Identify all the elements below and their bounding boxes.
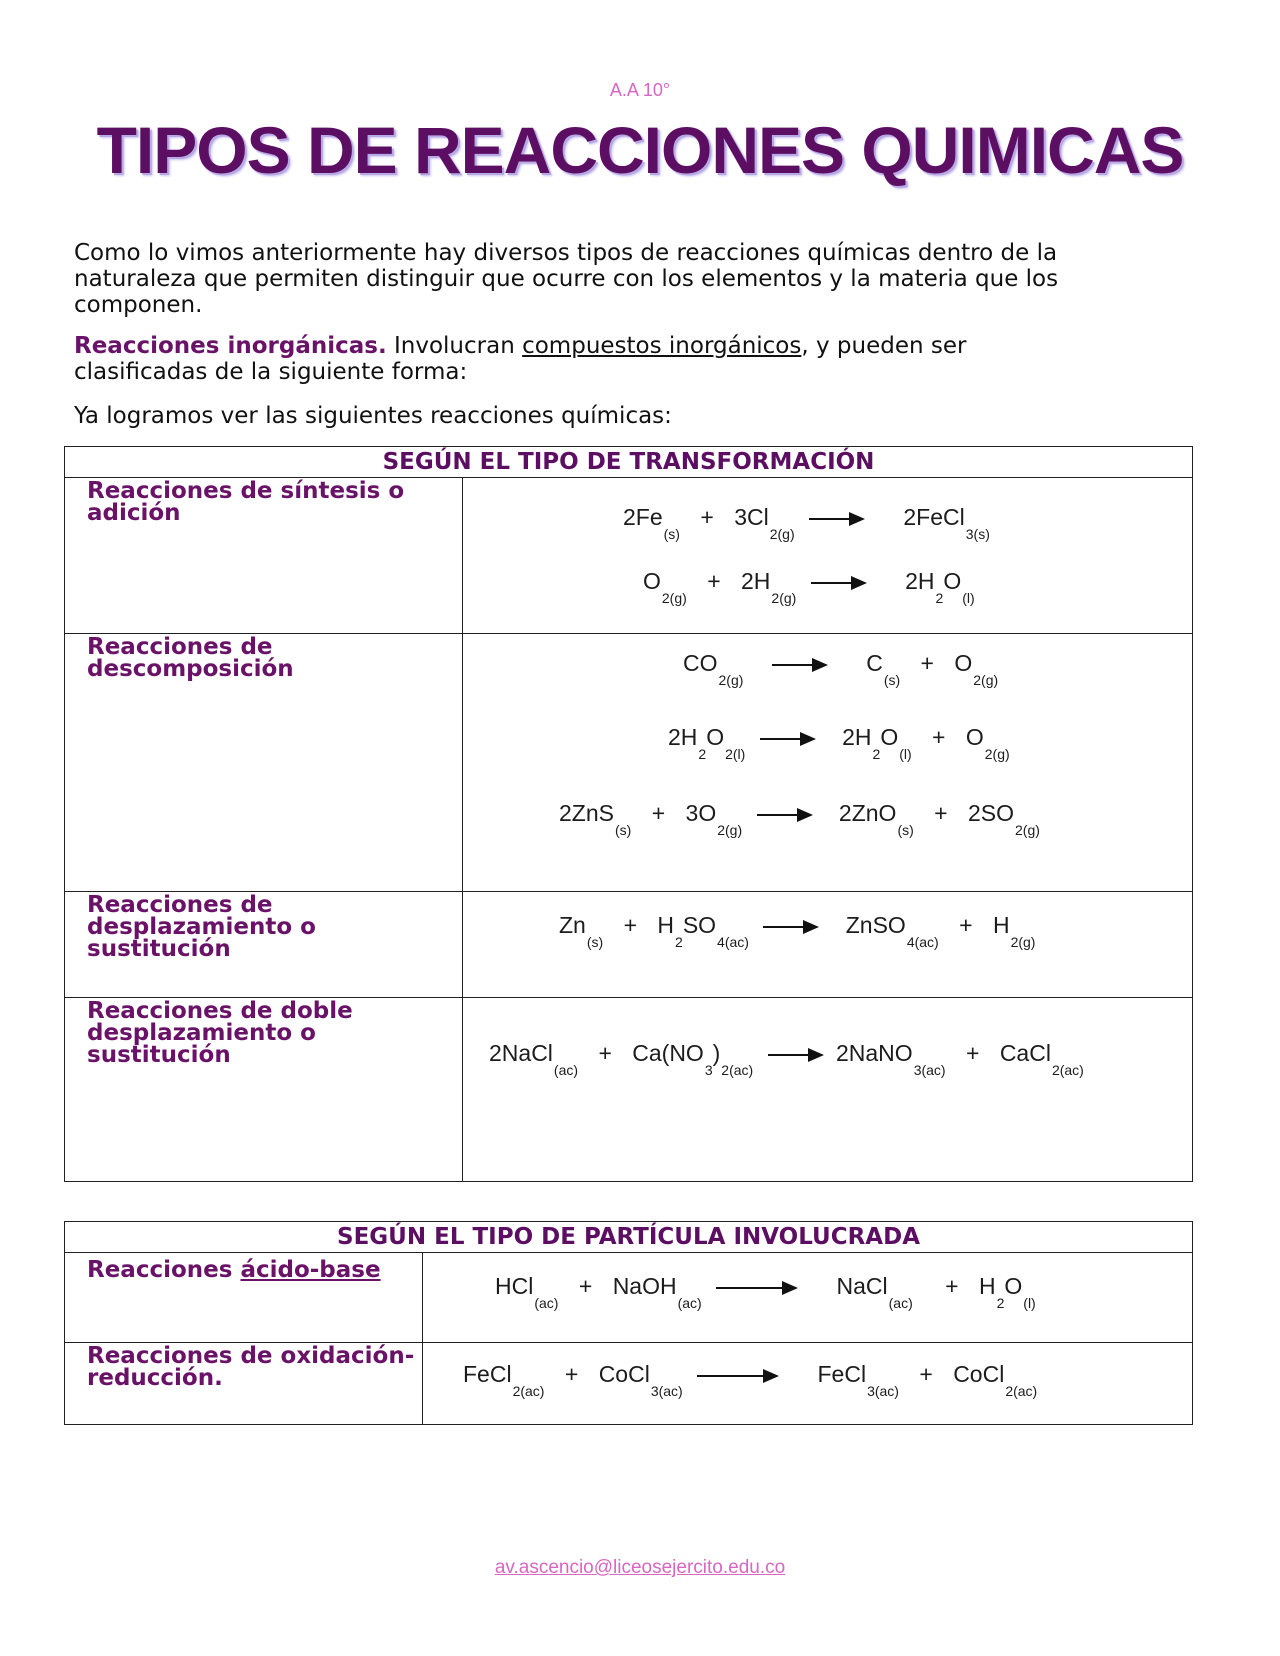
equation-synthesis-1: $2Fe_{(s)} + 3Cl_{2(g)}$ 2FeCl$_{3(s)}$ (623, 504, 990, 542)
displacement-equations (463, 892, 1193, 998)
equation-redox-1: FeCl$_{2(ac)}$ + CoCl$_{3(ac)}$ FeCl$_{3(ac)}$ + CoCl$_{2(ac)}$ (463, 1361, 1038, 1399)
reaction-arrow (697, 1375, 777, 1377)
displacement-label: Reacciones de desplazamiento o sustitución (65, 892, 463, 998)
particle-table-heading: SEGÚN EL TIPO DE PARTÍCULA INVOLUCRADA (65, 1222, 1193, 1253)
redox-label: Reacciones de oxidación- reducción. (65, 1343, 423, 1425)
synthesis-label: Reacciones de síntesis o adición (65, 478, 463, 634)
double-displacement-equations (463, 998, 1193, 1182)
intro-paragraph: Como lo vimos anteriormente hay diversos tipos de reacciones químicas dentro de la naturaleza que permiten distinguir que ocurre con los elementos y la materia que los componen. (74, 240, 1059, 318)
synthesis-equations (463, 478, 1193, 634)
header-code: A.A 10° (609, 80, 671, 100)
acid-base-equations (423, 1253, 1193, 1343)
acid-base-label: Reacciones ácido-base (65, 1253, 423, 1343)
footer-email-link[interactable]: av.ascencio@liceosejercito.edu.co (494, 1557, 786, 1578)
inorganic-compounds-link[interactable]: compuestos inorgánicos (522, 333, 802, 359)
equation-acid-base-1: HCl$_{(ac)}$ + NaOH$_{(ac)}$ NaCl$_{(ac)}$ + $H_2O_{(l)}$ (495, 1273, 1036, 1311)
inorganic-text-before: Involucran (386, 333, 523, 359)
summary-paragraph: Ya logramos ver las siguientes reacciones químicas: (74, 403, 672, 429)
acid-base-link[interactable]: ácido-base (240, 1257, 381, 1283)
decomposition-label: Reacciones de descomposición (65, 634, 463, 892)
transformation-table (64, 446, 1193, 1182)
double-displacement-label: Reacciones de doble desplazamiento o sustitución (65, 998, 463, 1182)
equation-displacement-1: $Zn_{(s)} + H_2SO_{4(ac)}$ ZnSO$_{4(ac)}$ + $H_{2(g)}$ (559, 912, 1036, 950)
reaction-arrow (763, 926, 817, 928)
reaction-arrow (811, 582, 865, 584)
equation-decomposition-1: $CO_{2(g)}$ $C_{(s)} + O_{2(g)}$ (683, 650, 999, 688)
redox-equations (423, 1343, 1193, 1425)
decomposition-equations (463, 634, 1193, 892)
page-title: TIPOS DE REACCIONES QUIMICAS (96, 113, 1184, 187)
equation-decomposition-2: $2H_2O_{2(l)}$ $2H_2O_{(l)} + O_{2(g)}$ (668, 724, 1010, 762)
reaction-arrow (760, 738, 814, 740)
reaction-arrow (768, 1054, 822, 1056)
transformation-table-heading: SEGÚN EL TIPO DE TRANSFORMACIÓN (65, 447, 1193, 478)
reaction-arrow (772, 664, 826, 666)
reaction-arrow (809, 518, 863, 520)
inorganic-label: Reacciones inorgánicas. (74, 333, 387, 359)
equation-decomposition-3: $2ZnS_{(s)} + 3O_{2(g)}$ $2ZnO_{(s)} + 2SO_{2(g)}$ (559, 800, 1040, 838)
reaction-arrow (716, 1287, 796, 1289)
particle-table (64, 1221, 1193, 1425)
equation-synthesis-2: $O_{2(g)} + 2H_{2(g)}$ $2H_2O_{(l)}$ (643, 568, 975, 606)
inorganic-text-after: , y pueden ser clasificadas de la siguiente forma: (74, 333, 967, 385)
inorganic-paragraph (74, 333, 1074, 385)
equation-double-displacement-1: 2NaCl$_{(ac)}$ + $Ca(NO_3)_{2(ac)}$ 2NaNO$_{3(ac)}$ + CaCl$_{2(ac)}$ (489, 1040, 1084, 1078)
reaction-arrow (757, 814, 811, 816)
